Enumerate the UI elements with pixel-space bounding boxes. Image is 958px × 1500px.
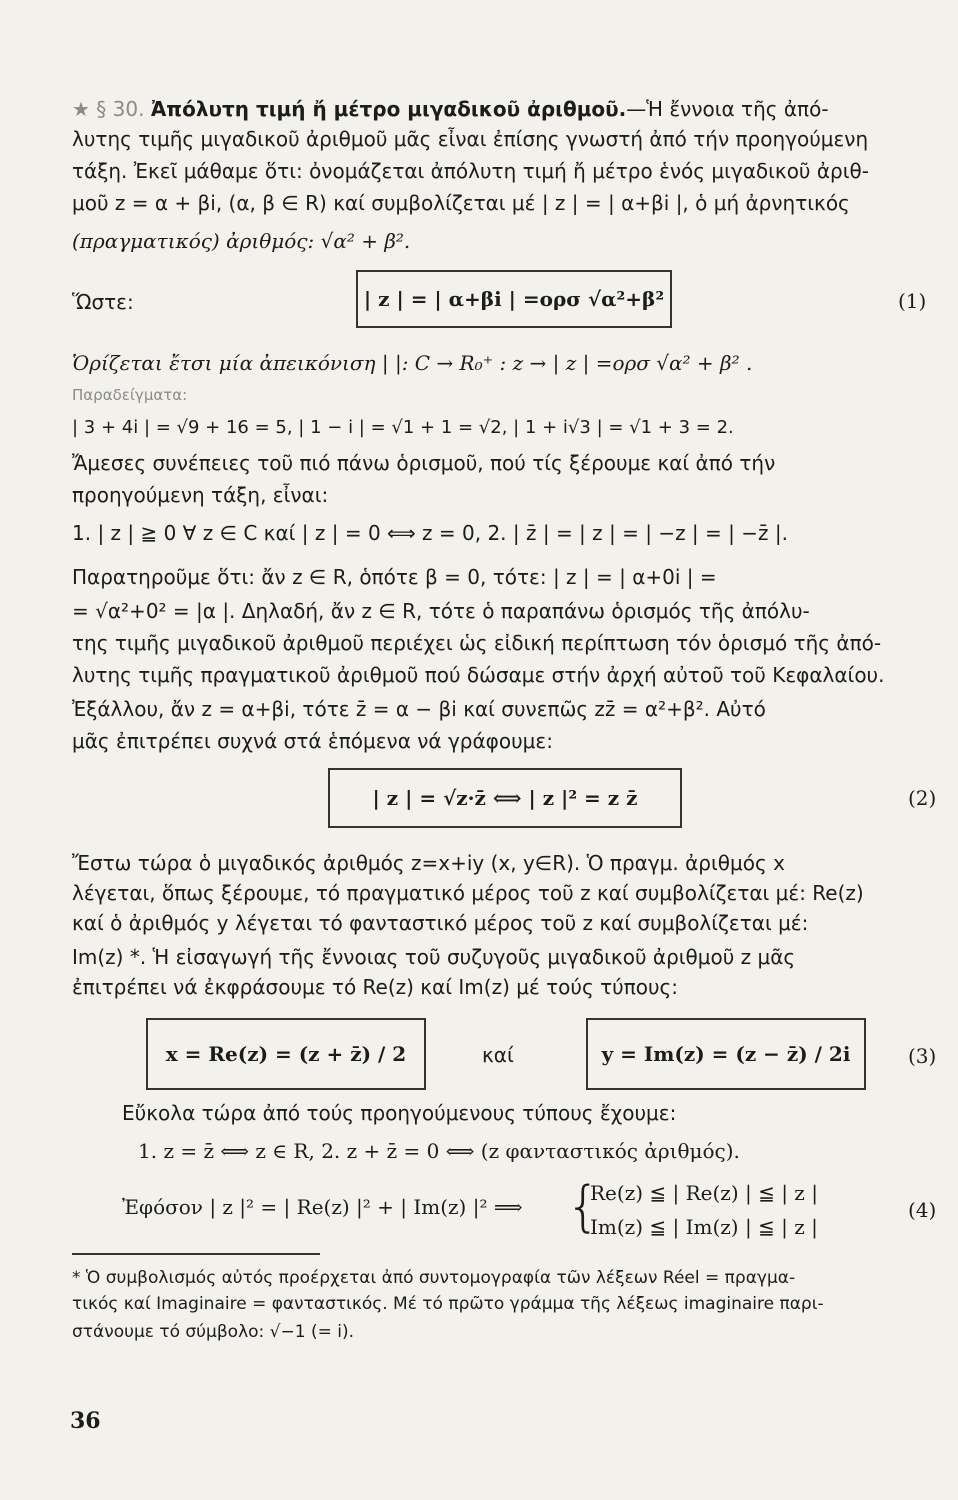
equation-4-number: (4) bbox=[908, 1198, 937, 1222]
paragraph-line: (πραγματικός) ἀριθμός: √α² + β². bbox=[72, 229, 411, 253]
footnote-line: τικός καί Imaginaire = φανταστικός. Μέ τό πρῶτο γράμμα τῆς λέξεως imaginaire παρι- bbox=[72, 1294, 824, 1314]
paragraph-line: λυτης τιμῆς πραγματικοῦ ἀριθμοῦ πού δώσαμε στήν ἀρχή αὐτοῦ τοῦ Κεφαλαίου. bbox=[72, 663, 885, 687]
properties-line: 1. | z | ≧ 0 ∀ z ∈ C καί | z | = 0 ⟺ z = 0, 2. | z̄ | = | z | = | −z | = | −z̄ |. bbox=[72, 521, 788, 545]
equation-2-box bbox=[328, 768, 682, 828]
examples-label: Παραδείγματα: bbox=[72, 386, 188, 404]
section-title: Ἀπόλυτη τιμή ἤ μέτρο μιγαδικοῦ ἀριθμοῦ. bbox=[150, 97, 627, 121]
paragraph-line: λέγεται, ὅπως ξέρουμε, τό πραγματικό μέρος τοῦ z καί συμβολίζεται μέ: Re(z) bbox=[72, 881, 864, 905]
paragraph-line: Εὔκολα τώρα ἀπό τούς προηγούμενους τύπους ἔχουμε: bbox=[122, 1101, 677, 1125]
properties-2-line: 1. z = z̄ ⟺ z ∈ R, 2. z + z̄ = 0 ⟺ (z φανταστικός ἀριθμός). bbox=[138, 1139, 740, 1163]
equation-4-lead: Ἐφόσον | z |² = | Re(z) |² + | Im(z) |² ⟹ bbox=[122, 1195, 523, 1219]
equation-3-left-box bbox=[146, 1018, 426, 1090]
equation-1: | z | = | α+βi | =ορσ √α²+β² bbox=[363, 287, 665, 311]
equation-3-number: (3) bbox=[908, 1044, 937, 1068]
star-icon: ★ bbox=[72, 97, 90, 121]
examples-line: | 3 + 4i | = √9 + 16 = 5, | 1 − i | = √1 + 1 = √2, | 1 + i√3 | = √1 + 3 = 2. bbox=[72, 417, 734, 438]
equation-1-box bbox=[356, 270, 672, 328]
paragraph-line: ἐπιτρέπει νά ἐκφράσουμε τό Re(z) καί Im(z) μέ τούς τύπους: bbox=[72, 975, 679, 999]
paragraph-line: μᾶς ἐπιτρέπει συχνά στά ἑπόμενα νά γράφουμε: bbox=[72, 729, 553, 753]
definition-line: Ὁρίζεται ἔτσι μία ἀπεικόνιση | |: C → R₀⁺ : z → | z | =ορσ √α² + β² . bbox=[72, 351, 753, 375]
equation-3-right-box bbox=[586, 1018, 866, 1090]
paragraph-line: Ἄμεσες συνέπειες τοῦ πιό πάνω ὁρισμοῦ, πού τίς ξέρουμε καί ἀπό τήν bbox=[72, 451, 776, 475]
equation-4-row-2: Im(z) ≦ | Im(z) | ≦ | z | bbox=[590, 1215, 818, 1239]
equation-2-number: (2) bbox=[908, 786, 937, 810]
paragraph-line: Παρατηροῦμε ὅτι: ἄν z ∈ R, ὁπότε β = 0, τότε: | z | = | α+0i | = bbox=[72, 565, 717, 589]
paragraph-line: Ἐξάλλου, ἄν z = α+βi, τότε z̄ = α − βi καί συνεπῶς zz̄ = α²+β². Αὐτό bbox=[72, 697, 766, 721]
paragraph-line: Ἔστω τώρα ὁ μιγαδικός ἀριθμός z=x+iy (x, y∈R). Ὁ πραγμ. ἀριθμός x bbox=[72, 851, 785, 875]
paragraph-line: μοῦ z = α + βi, (α, β ∈ R) καί συμβολίζεται μέ | z | = | α+βi |, ὁ μή ἀρνητικός bbox=[72, 191, 850, 215]
paragraph-line: λυτης τιμῆς μιγαδικοῦ ἀριθμοῦ μᾶς εἶναι ἐπίσης γνωστή ἀπό τήν προηγούμενη bbox=[72, 127, 869, 151]
page-number: 36 bbox=[70, 1408, 101, 1434]
paragraph-line: της τιμῆς μιγαδικοῦ ἀριθμοῦ περιέχει ὡς εἰδική περίπτωση τόν ὁρισμό τῆς ἀπό- bbox=[72, 631, 882, 655]
footnote-divider bbox=[72, 1253, 320, 1255]
equation-4-row-1: Re(z) ≦ | Re(z) | ≦ | z | bbox=[590, 1181, 818, 1205]
section-heading bbox=[72, 96, 942, 122]
section-intro: —Ἡ ἔννοια τῆς ἀπό- bbox=[626, 97, 829, 121]
equation-1-number: (1) bbox=[898, 289, 927, 313]
brace-icon: { bbox=[566, 1175, 601, 1238]
equation-2: | z | = √z·z̄ ⟺ | z |² = z z̄ bbox=[372, 786, 638, 810]
equation-3-connector: καί bbox=[482, 1043, 514, 1067]
eq1-lead: Ὥστε: bbox=[72, 290, 134, 314]
paragraph-line: καί ὁ ἀριθμός y λέγεται τό φανταστικό μέρος τοῦ z καί συμβολίζεται μέ: bbox=[72, 911, 809, 935]
footnote-line: * Ὁ συμβολισμός αὐτός προέρχεται ἀπό συντομογραφία τῶν λέξεων Réel = πραγμα- bbox=[72, 1268, 796, 1288]
paragraph-line: προηγούμενη τάξη, εἶναι: bbox=[72, 483, 329, 507]
paragraph-line: τάξη. Ἐκεῖ μάθαμε ὅτι: ὀνομάζεται ἀπόλυτη τιμή ἤ μέτρο ἑνός μιγαδικοῦ ἀριθ- bbox=[72, 159, 869, 183]
equation-3-left: x = Re(z) = (z + z̄) / 2 bbox=[165, 1042, 407, 1066]
paragraph-line: = √α²+0² = |α |. Δηλαδή, ἄν z ∈ R, τότε ὁ παραπάνω ὁρισμός τῆς ἀπόλυ- bbox=[72, 599, 810, 623]
equation-3-right: y = Im(z) = (z − z̄) / 2i bbox=[601, 1042, 851, 1066]
paragraph-line: Im(z) *. Ἡ εἰσαγωγή τῆς ἔννοιας τοῦ συζυγοῦς μιγαδικοῦ ἀριθμοῦ z μᾶς bbox=[72, 945, 796, 969]
section-number: § 30. bbox=[96, 97, 145, 121]
footnote-line: στάνουμε τό σύμβολο: √−1 (= i). bbox=[72, 1322, 355, 1342]
